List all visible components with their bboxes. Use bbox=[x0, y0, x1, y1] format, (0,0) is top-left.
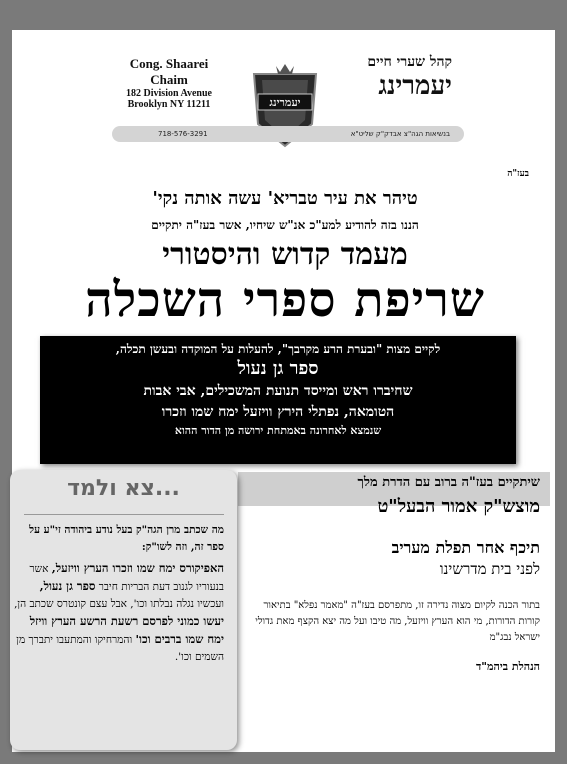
rabbi-line: בנשיאות הגה"צ אבדק"ק שליט"א bbox=[350, 130, 450, 138]
english-header bbox=[110, 56, 228, 110]
event-date: מוצש"ק אמור הבעל"ט bbox=[377, 496, 540, 517]
event-paragraph: בתור הכנה לקיום מצוה נדירה זו, מתפרסם בעז"ה "מאמר נפלא" בתיאור קורות הדורות, מי הוא הערץ וויזעל, מה טיבו ועל מה יצא הקצף מאת גדולי ישראל נבג"מ bbox=[255, 600, 540, 643]
hebrew-header bbox=[322, 54, 452, 101]
side-divider bbox=[24, 514, 224, 515]
header-info-bar bbox=[112, 126, 464, 142]
side-bold-1: האפיקורס ימח שמו וזכרו הערץ וויזעל, bbox=[51, 561, 224, 575]
box-line-1: לקיים מצות "ובערת הרע מקרבך", להעלות על המוקדה ובעשן תכלה, bbox=[115, 342, 441, 356]
opening-quote: טיהר את עיר טבריא' עשה אותה נקי' bbox=[152, 188, 418, 209]
event-subtitle: מעמד קדוש והיסטורי bbox=[162, 237, 408, 272]
side-bold-2: ספר גן נעול, bbox=[39, 579, 96, 593]
bsd-mark: בעז"ה bbox=[507, 169, 529, 179]
congregation-name-en: Cong. Shaarei Chaim bbox=[129, 56, 209, 87]
announcement-line: הננו בזה להודיע למע"כ אנ"ש שיחיו, אשר בעז"ה יתקיים bbox=[151, 218, 419, 232]
event-title: שריפת ספרי השכלה bbox=[85, 272, 485, 328]
box-line-5: שנמצא לאחרונה באמתחת ירושה מן הדור ההוא bbox=[174, 424, 382, 437]
box-line-4: הטומאה, נפתלי הירץ וויזעל ימח שמו וזכרו bbox=[161, 404, 395, 420]
address-line: 182 Division Avenue bbox=[126, 88, 212, 99]
side-bold-3: יעשו כמוני לפרסם רשעת הרשע הערץ וויזל ימח שמו ברבים וכו' bbox=[29, 614, 224, 646]
book-burning-box bbox=[40, 336, 516, 464]
side-quote bbox=[12, 560, 224, 666]
side-text-2: ועכשיו נגלה נבלתו וכו', אבל עצם קונטרס שכתב הן, bbox=[14, 598, 224, 610]
event-line-1: שיתקיים בעז"ה ברוב עם הדרת מלך bbox=[357, 475, 540, 490]
box-line-3: שחיברו ראש ומייסד תנועת המשכילים, אבי אבות bbox=[143, 383, 413, 399]
side-title: צא ולמד... bbox=[67, 476, 180, 501]
congregation-name-he: קהל שערי חיים bbox=[367, 54, 452, 70]
congregation-city-he: יעמרינג bbox=[378, 71, 452, 101]
box-book-name: ספר גן נעול bbox=[237, 358, 319, 379]
city-line: Brooklyn NY 11211 bbox=[127, 99, 211, 110]
phone-number: 718-576-3291 bbox=[158, 130, 208, 138]
event-location: לפני בית מדרשינו bbox=[439, 560, 540, 578]
logo-text: יעמרינג bbox=[269, 96, 301, 109]
event-time: תיכף אחר תפלת מעריב bbox=[391, 538, 540, 557]
signature: הנהלת ביהמ"ד bbox=[476, 660, 540, 673]
side-intro: מה שכתב מרן הגה"ק בעל נודע ביהודה זי"ע על ספר זה, וזה לשו"ק: bbox=[29, 524, 224, 553]
side-text-1: אשר בנעוריו לגנוב דעת הבריות חיבר bbox=[29, 563, 224, 593]
side-text-3: והמרחיקו והמתעבו יתברך מן השמים וכו'. bbox=[16, 634, 224, 663]
